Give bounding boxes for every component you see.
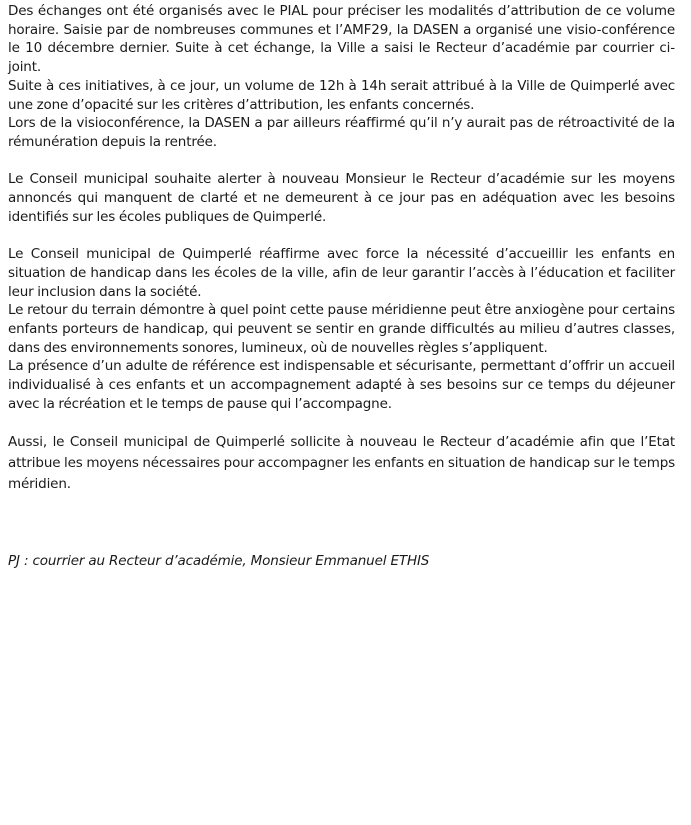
text-line: Le Conseil municipal de Quimperlé réaffirme avec force la nécessité d’accueillir les enfants en situation de handicap dans les écoles de la ville, afin de leur garantir l’accès à l’éducation et faciliter leur inclusion dans la société. [8,246,675,300]
text-line: Lors de la visioconférence, la DASEN a par ailleurs réaffirmé qu’il n’y aurait pas de rétroactivité de la rémunération depuis la rentrée. [8,115,675,150]
text-line: Aussi, le Conseil municipal de Quimperlé sollicite à nouveau le Recteur d’académie afin que l’Etat attribue les moyens nécessaires pour accompagner les enfants en situation de handicap sur le temps méridien. [8,434,675,493]
paragraph-spacer [8,152,675,171]
paragraph-council-reaffirms [8,245,675,413]
document-body [8,2,675,495]
text-line: Le retour du terrain démontre à quel point cette pause méridienne peut être anxiogène pour certains enfants porteurs de handicap, qui peuvent se sentir en grande difficultés au milieu d’autres classes, dans des environnements sonores, lumineux, où de nouvelles règles s’appliquent. [8,302,675,356]
paragraph-spacer [8,226,675,245]
attachment-note: PJ : courrier au Recteur d’académie, Monsieur Emmanuel ETHIS [8,553,430,569]
text-line: Des échanges ont été organisés avec le PIAL pour préciser les modalités d’attribution de ce volume horaire. Saisie par de nombreuses communes et l’AMF29, la DASEN a organisé une visio-conférence le 10 décembre dernier. Suite à cet échange, la Ville a saisi le Recteur d’académie par courrier ci-joint. [8,3,675,76]
text-line: La présence d’un adulte de référence est indispensable et sécurisante, permettant d’offrir un accueil individualisé à ces enfants et un accompagnement adapté à ses besoins sur ce temps du déjeuner avec la récréation et le temps de pause qui l’accompagne. [8,358,675,412]
text-line: Le Conseil municipal souhaite alerter à nouveau Monsieur le Recteur d’académie sur les moyens annoncés qui manquent de clarté et ne demeurent à ce jour pas en adéquation avec les besoins identifiés sur les écoles publiques de Quimperlé. [8,171,675,225]
text-line: Suite à ces initiatives, à ce jour, un volume de 12h à 14h serait attribué à la Ville de Quimperlé avec une zone d’opacité sur les critères d’attribution, les enfants concernés. [8,77,675,113]
paragraph-spacer [8,413,675,432]
paragraph-council-alert [8,170,675,226]
paragraph-council-request [8,432,675,495]
paragraph-pial-exchanges [8,2,675,152]
